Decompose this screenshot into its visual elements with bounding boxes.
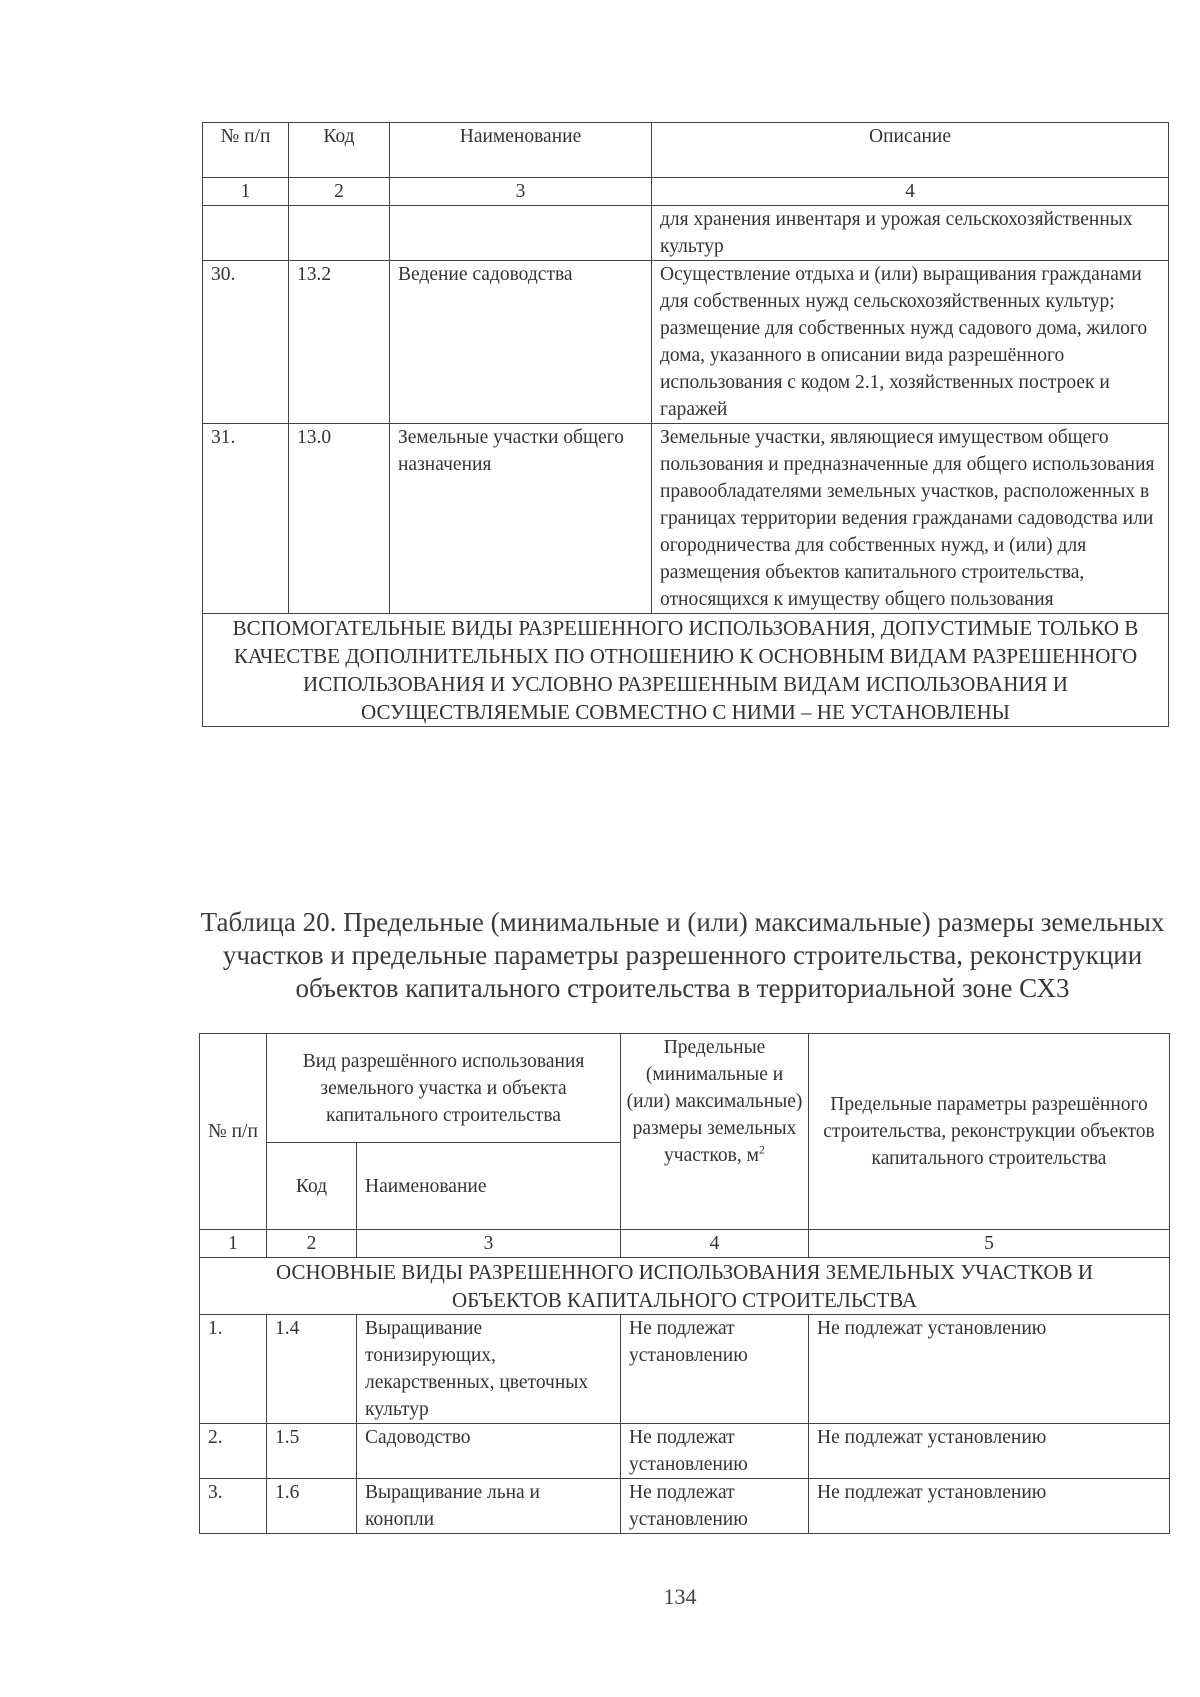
auxiliary-uses-note: ВСПОМОГАТЕЛЬНЫЕ ВИДЫ РАЗРЕШЕННОГО ИСПОЛЬЗОВАНИЯ, ДОПУСТИМЫЕ ТОЛЬКО В КАЧЕСТВЕ ДОПОЛНИТЕЛЬНЫХ ПО ОТНОШЕНИЮ К ОСНОВНЫМ ВИДАМ РАЗРЕШЕННОГО ИСПОЛЬЗОВАНИЯ И УСЛОВНО РАЗРЕШЕННЫМ ВИДАМ ИСПОЛЬЗОВАНИЯ И ОСУЩЕСТВЛЯЕМЫЕ СОВМЕСТНО С НИМИ – НЕ УСТАНОВЛЕНЫ <box>203 614 1169 727</box>
row-params: Не подлежат установлению <box>809 1479 1170 1534</box>
column-number: 1 <box>203 178 289 206</box>
header-name: Наименование <box>390 123 652 178</box>
header-sizes-text: Предельные (минимальные и (или) максимальные) размеры земельных участков, м <box>626 1037 803 1166</box>
row-sizes: Не подлежат установлению <box>621 1479 809 1534</box>
table-row <box>200 1479 1170 1534</box>
header-sizes <box>621 1034 809 1230</box>
header-code: Код <box>289 123 390 178</box>
row-code: 1.6 <box>267 1479 357 1534</box>
row-no <box>203 206 289 261</box>
row-name: Земельные участки общего назначения <box>390 424 652 614</box>
row-description: Земельные участки, являющиеся имуществом общего пользования и предназначенные для общего использования правообладателями земельных участков, расположенных в границах территории ведения гражданами садоводства или огородничества для собственных нужд, и (или) для размещения объектов капитального строительства, относящихся к имуществу общего пользования <box>652 424 1169 614</box>
page-number: 134 <box>663 1584 697 1609</box>
row-name: Садоводство <box>357 1424 621 1479</box>
row-code: 13.0 <box>289 424 390 614</box>
row-no: 2. <box>200 1424 267 1479</box>
table-row <box>203 424 1169 614</box>
row-description: для хранения инвентаря и урожая сельскохозяйственных культур <box>652 206 1169 261</box>
table-row <box>200 1424 1170 1479</box>
table-row <box>203 206 1169 261</box>
row-sizes: Не подлежат установлению <box>621 1315 809 1424</box>
row-code <box>289 206 390 261</box>
row-sizes: Не подлежат установлению <box>621 1424 809 1479</box>
row-name: Ведение садоводства <box>390 261 652 424</box>
table-caption: Таблица 20. Предельные (минимальные и (или) максимальные) размеры земельных участков и предельные параметры разрешенного строительства, реконструкции объектов капитального строительства в территориальной зоне СХ3 <box>200 907 1165 1003</box>
row-params: Не подлежат установлению <box>809 1424 1170 1479</box>
header-code: Код <box>267 1143 357 1230</box>
column-number: 3 <box>390 178 652 206</box>
header-sizes-superscript: 2 <box>758 1142 765 1157</box>
table-header-row <box>200 1034 1170 1143</box>
row-no: 3. <box>200 1479 267 1534</box>
column-number: 5 <box>809 1230 1170 1258</box>
header-name: Наименование <box>357 1143 621 1230</box>
row-name: Выращивание льна и конопли <box>357 1479 621 1534</box>
row-no: 30. <box>203 261 289 424</box>
column-number-row <box>200 1230 1170 1258</box>
column-number: 2 <box>289 178 390 206</box>
row-no: 1. <box>200 1315 267 1424</box>
column-number: 2 <box>267 1230 357 1258</box>
table-row <box>200 1315 1170 1424</box>
header-vid: Вид разрешённого использования земельного участка и объекта капитального строительства <box>267 1034 621 1143</box>
row-params: Не подлежат установлению <box>809 1315 1170 1424</box>
column-number: 4 <box>652 178 1169 206</box>
land-use-table-continued <box>202 122 1169 727</box>
header-description: Описание <box>652 123 1169 178</box>
table-row <box>203 261 1169 424</box>
row-no: 31. <box>203 424 289 614</box>
header-no: № п/п <box>203 123 289 178</box>
section-note-row <box>203 614 1169 727</box>
table-header-row <box>203 123 1169 178</box>
row-code: 1.5 <box>267 1424 357 1479</box>
section-title-row <box>200 1258 1170 1315</box>
header-params: Предельные параметры разрешённого строительства, реконструкции объектов капитального строительства <box>809 1034 1170 1230</box>
zone-parameters-table <box>199 1033 1170 1534</box>
row-code: 1.4 <box>267 1315 357 1424</box>
row-description: Осуществление отдыха и (или) выращивания гражданами для собственных нужд сельскохозяйственных культур; размещение для собственных нужд садового дома, жилого дома, указанного в описании вида разрешённого использования с кодом 2.1, хозяйственных построек и гаражей <box>652 261 1169 424</box>
header-no: № п/п <box>200 1034 267 1230</box>
column-number: 4 <box>621 1230 809 1258</box>
row-code: 13.2 <box>289 261 390 424</box>
column-number-row <box>203 178 1169 206</box>
column-number: 3 <box>357 1230 621 1258</box>
column-number: 1 <box>200 1230 267 1258</box>
main-uses-section-title: ОСНОВНЫЕ ВИДЫ РАЗРЕШЕННОГО ИСПОЛЬЗОВАНИЯ ЗЕМЕЛЬНЫХ УЧАСТКОВ И ОБЪЕКТОВ КАПИТАЛЬНОГО СТРОИТЕЛЬСТВА <box>200 1258 1170 1315</box>
row-name <box>390 206 652 261</box>
row-name: Выращивание тонизирующих, лекарственных, цветочных культур <box>357 1315 621 1424</box>
